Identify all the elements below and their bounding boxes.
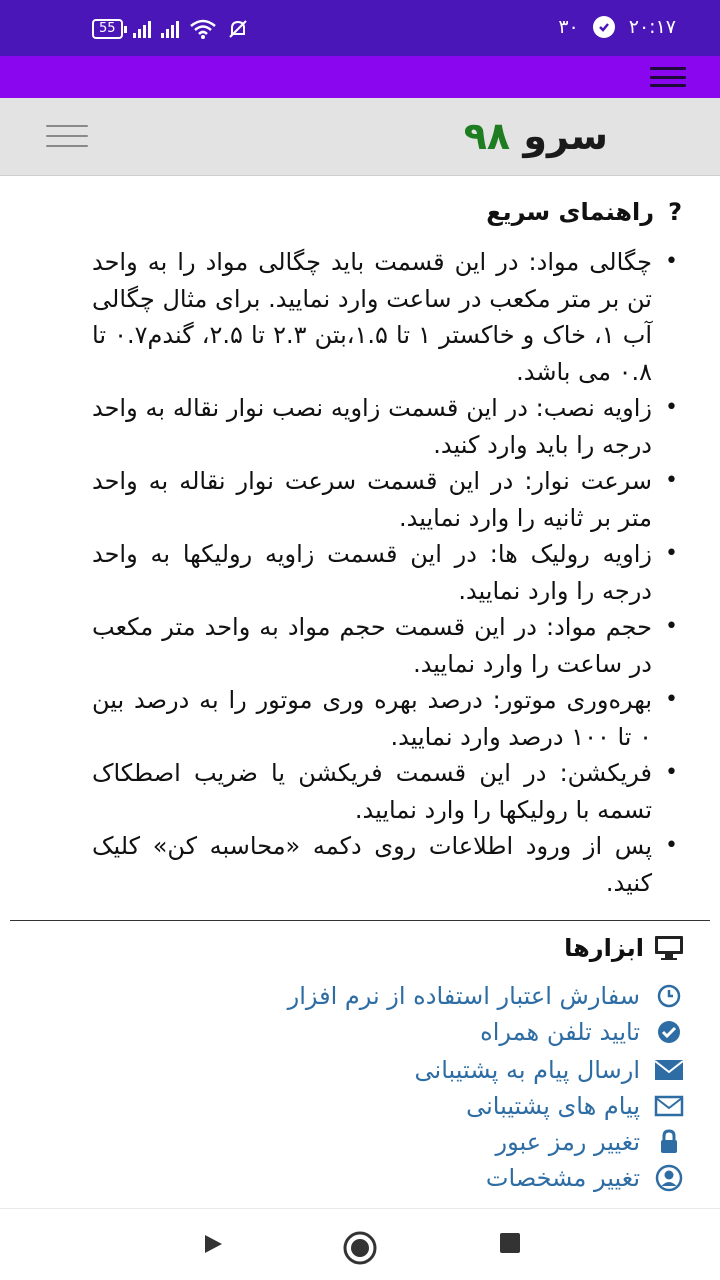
help-title [486, 198, 682, 226]
tool-link-label: ارسال پیام به پشتیبانی [414, 1056, 640, 1084]
lock-icon [654, 1129, 684, 1155]
envelope-filled-icon [654, 1058, 684, 1082]
signal-icon [161, 20, 179, 38]
help-item: • چگالی مواد: در این قسمت باید چگالی مواد را به واحد تن بر متر مکعب در ساعت وارد نمایید. برای مثال چگالی آب ۱، خاک و خاکستر ۱ تا ۱.۵،بتن ۲.۳ تا ۲.۵، گندم۰.۷ تا ۰.۸ می باشد. [92, 244, 682, 390]
back-icon[interactable] [200, 1231, 226, 1257]
tool-link-edit-profile[interactable] [486, 1164, 684, 1192]
tool-link-verify-phone[interactable] [480, 1018, 684, 1046]
app-bar [0, 56, 720, 98]
help-item: • فریکشن: در این قسمت فریکشن یا ضریب اصطکاک تسمه با رولیکها را وارد نمایید. [92, 755, 682, 828]
mute-bell-icon [227, 18, 249, 40]
tool-link-change-password[interactable] [496, 1128, 684, 1156]
desktop-icon [654, 935, 684, 961]
site-menu-icon[interactable] [46, 125, 88, 147]
help-item: • سرعت نوار: در این قسمت سرعت نوار نقاله به واحد متر بر ثانیه را وارد نمایید. [92, 463, 682, 536]
section-divider [10, 920, 710, 921]
tool-link-label: تغییر مشخصات [485, 1164, 640, 1192]
site-logo[interactable] [464, 114, 608, 158]
question-icon: ? [668, 198, 682, 226]
site-header [0, 98, 720, 176]
signal-icon [133, 20, 151, 38]
system-nav-bar [0, 1208, 720, 1280]
tool-link-support-messages[interactable] [466, 1092, 684, 1120]
help-item: • زاویه رولیک ها: در این قسمت زاویه رولیکها به واحد درجه را وارد نمایید. [92, 536, 682, 609]
tool-link-send-message[interactable] [415, 1056, 684, 1084]
envelope-outline-icon [654, 1094, 684, 1118]
app-menu-icon[interactable] [650, 67, 686, 87]
check-circle-icon [654, 1019, 684, 1045]
temperature-text: ۳۰ [558, 16, 579, 38]
clock-time: ۲۰:۱۷ [628, 16, 676, 38]
help-list [92, 244, 682, 901]
help-item: • پس از ورود اطلاعات روی دکمه «محاسبه کن» کلیک کنید. [92, 828, 682, 901]
tools-title [564, 934, 684, 962]
home-icon[interactable] [343, 1231, 377, 1265]
logo-word: سرو [523, 114, 608, 158]
help-title-text: راهنمای سریع [486, 198, 655, 226]
help-item: • بهره‌وری موتور: درصد بهره وری موتور را به درصد بین ۰ تا ۱۰۰ درصد وارد نمایید. [92, 682, 682, 755]
verified-icon [593, 16, 615, 38]
tool-link-order-credit[interactable] [288, 982, 684, 1010]
logo-number: ۹۸ [463, 114, 511, 158]
tool-link-label: پیام های پشتیبانی [466, 1092, 640, 1120]
user-circle-icon [654, 1164, 684, 1192]
status-bar [0, 0, 720, 56]
battery-indicator: 55 [92, 19, 123, 39]
tool-link-label: سفارش اعتبار استفاده از نرم افزار [287, 982, 640, 1010]
clock-icon [654, 983, 684, 1009]
help-item: • زاویه نصب: در این قسمت زاویه نصب نوار نقاله به واحد درجه را باید وارد کنید. [92, 390, 682, 463]
recents-icon[interactable] [498, 1231, 522, 1255]
help-item: • حجم مواد: در این قسمت حجم مواد به واحد متر مکعب در ساعت را وارد نمایید. [92, 609, 682, 682]
wifi-icon [189, 19, 217, 39]
tool-link-label: تایید تلفن همراه [480, 1018, 640, 1046]
tools-title-text: ابزارها [564, 934, 644, 962]
tool-link-label: تغییر رمز عبور [495, 1128, 640, 1156]
